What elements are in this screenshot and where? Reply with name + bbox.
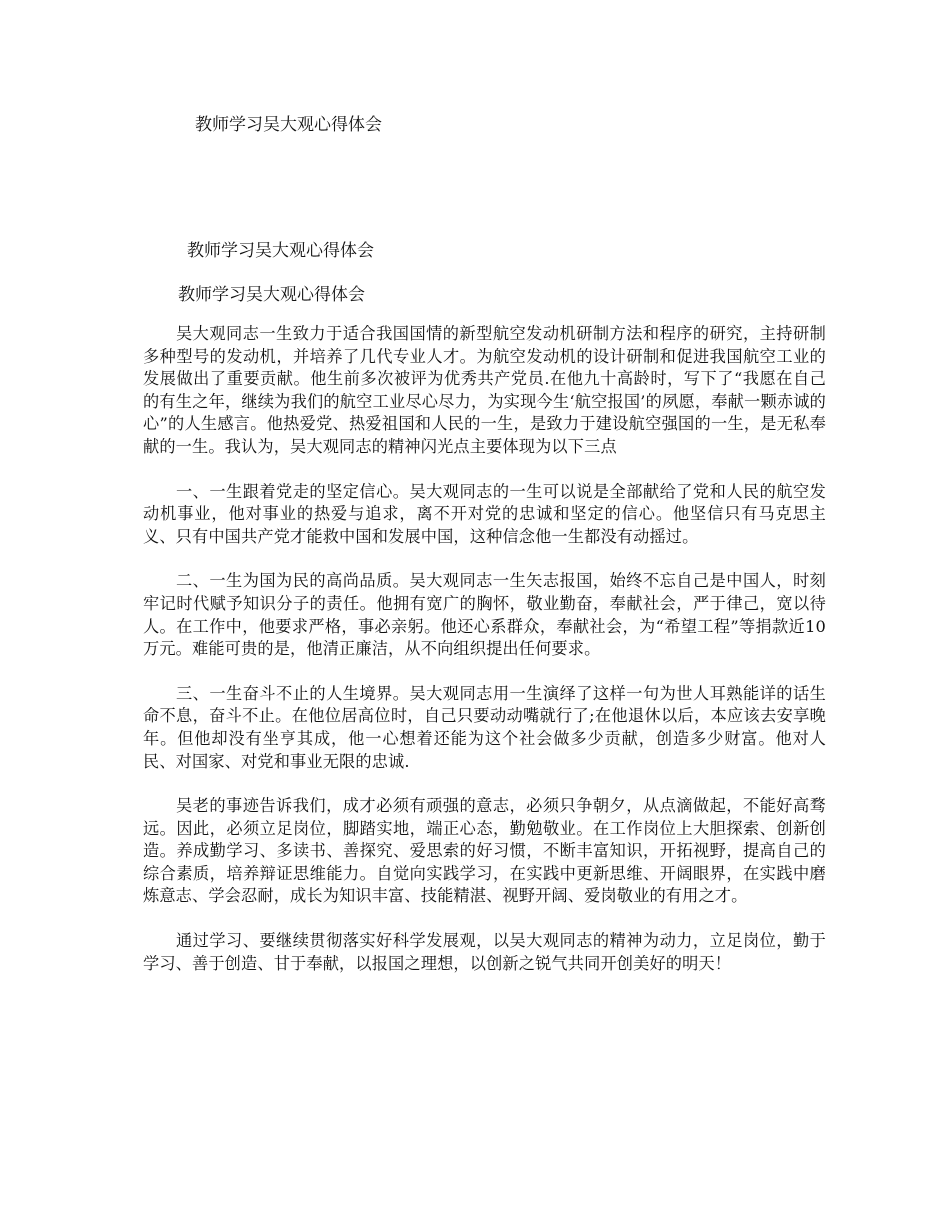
document-body [143,323,826,997]
document-subtitle: 教师学习吴大观心得体会 [187,241,374,261]
paragraph-conclusion: 通过学习、要继续贯彻落实好科学发展观，以吴大观同志的精神为动力，立足岗位，勤于学习、善于创造、甘于奉献，以报国之理想，以创新之锐气共同开创美好的明天！ [143,931,826,973]
paragraph-point-three: 三、一生奋斗不止的人生境界。吴大观同志用一生演绎了这样一句为世人耳熟能详的话生命不息，奋斗不止。在他位居高位时，自己只要动动嘴就行了;在他退休以后，本应该去安享晚年。但他却没有坐亨其成，他一心想着还能为这个社会做多少贡献，创造多少财富。他对人民、对国家、对党和事业无限的忠诚. [143,683,826,771]
document-title: 教师学习吴大观心得体会 [195,115,382,135]
paragraph-intro: 吴大观同志一生致力于适合我国国情的新型航空发动机研制方法和程序的研究，主持研制多种型号的发动机，并培养了几代专业人才。为航空发动机的设计研制和促进我国航空工业的发展做出了重要贡献。他生前多次被评为优秀共产党员.在他九十高龄时，写下了“我愿在自己的有生之年，继续为我们的航空工业尽心尽力，为实现今生‘航空报国’的夙愿，奉献一颗赤诚的心”的人生感言。他热爱党、热爱祖国和人民的一生，是致力于建设航空强国的一生，是无私奉献的一生。我认为，吴大观同志的精神闪光点主要体现为以下三点 [143,324,826,456]
paragraph-point-two: 二、一生为国为民的高尚品质。吴大观同志一生矢志报国，始终不忘自己是中国人，时刻牢记时代赋予知识分子的责任。他拥有宽广的胸怀，敬业勤奋，奉献社会，严于律己，宽以待人。在工作中，他要求严格，事必亲躬。他还心系群众，奉献社会，为“希望工程”等捐款近10万元。难能可贵的是，他清正廉洁，从不向组织提出任何要求。 [143,571,826,659]
document-subtitle-repeat: 教师学习吴大观心得体会 [178,285,365,305]
paragraph-point-one: 一、一生跟着党走的坚定信心。吴大观同志的一生可以说是全部献给了党和人民的航空发动机事业，他对事业的热爱与追求，离不开对党的忠诚和坚定的信心。他坚信只有马克思主义、只有中国共产党才能救中国和发展中国，这种信念他一生都没有动摇过。 [143,481,826,546]
paragraph-lesson: 吴老的事迹告诉我们，成才必须有顽强的意志，必须只争朝夕，从点滴做起，不能好高骛远。因此，必须立足岗位，脚踏实地，端正心态，勤勉敬业。在工作岗位上大胆探索、创新创造。养成勤学习、多读书、善探究、爱思索的好习惯，不断丰富知识，开拓视野，提高自己的综合素质，培养辩证思维能力。自觉向实践学习，在实践中更新思维、开阔眼界，在实践中磨炼意志、学会忍耐，成长为知识丰富、技能精湛、视野开阔、爱岗敬业的有用之才。 [143,796,826,906]
